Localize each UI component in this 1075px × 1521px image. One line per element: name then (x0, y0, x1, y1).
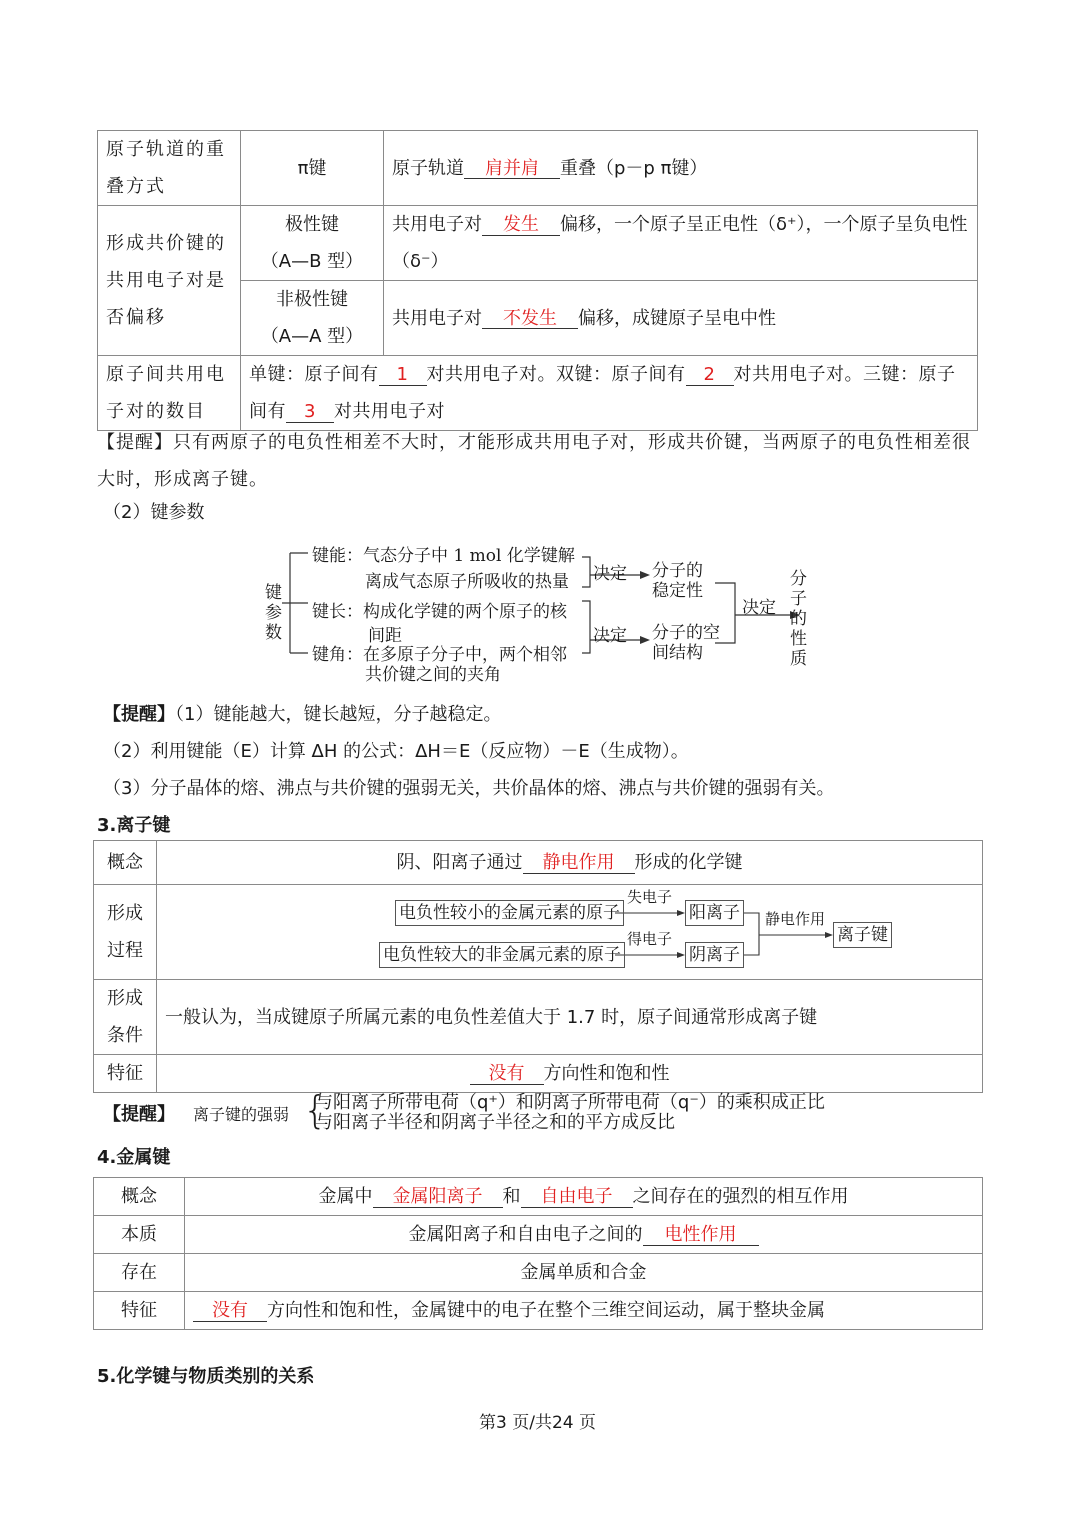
row-header: 原子间共用电子对的数目 (98, 356, 241, 431)
answer: 电性作用 (643, 1225, 759, 1246)
row-header: 概念 (94, 1178, 185, 1216)
node-bond-length-cont: 间距 (368, 626, 402, 646)
section-5-heading: 5.化学键与物质类别的关系 (97, 1366, 315, 1387)
bond-type: 极性键 （A—B 型） (241, 206, 384, 281)
electrostatic-label: 静电作用 (765, 910, 826, 928)
node-bond-energy-cont: 离成气态原子所吸收的热量 (365, 572, 569, 592)
answer: 3 (286, 402, 334, 423)
node-stability: 分子的 稳定性 (652, 561, 703, 601)
tip-3: 【提醒】 离子键的强弱 { 与阳离子所带电荷（q⁺）和阴离子所带电荷（q⁻）的乘积成正比 与阳离子半径和阴离子半径之和的平方成反比 (103, 1088, 825, 1133)
ionic-bond-box: 离子键 (833, 922, 892, 948)
section-3-heading: 3.离子键 (97, 815, 171, 836)
answer: 2 (686, 365, 734, 386)
row-header: 原子轨道的重叠方式 (98, 131, 241, 206)
nonmetal-atom-box: 电负性较大的非金属元素的原子 (379, 942, 625, 968)
description: 原子轨道 肩并肩 重叠（p－p π键） (384, 131, 978, 206)
answer: 静电作用 (523, 853, 635, 874)
description: 单键：原子间有 1 对共用电子对。双键：原子间有 2 对共用电子对。三键：原子间有 3 对共用电子对 (241, 356, 978, 431)
cation-box: 阳离子 (685, 900, 744, 926)
node-bond-energy: 键能：气态分子中 1 mol 化学键解 (312, 546, 575, 566)
answer: 肩并肩 (464, 159, 560, 180)
answer: 金属阳离子 (373, 1187, 503, 1208)
ionic-bond-table (93, 840, 983, 1093)
bond-type: 非极性键 （A—A 型） (241, 281, 384, 356)
node-structure: 分子的空 间结构 (652, 623, 720, 663)
bond-parameters-diagram (260, 535, 820, 685)
description: 没有 方向性和饱和性 (157, 1055, 983, 1093)
decide-label-3: 决定 (742, 598, 776, 618)
answer: 自由电子 (521, 1187, 633, 1208)
row-header: 存在 (94, 1254, 185, 1292)
row-header: 形成 条件 (94, 980, 157, 1055)
anion-box: 阴离子 (685, 942, 744, 968)
metallic-bond-table (93, 1177, 983, 1330)
answer: 1 (379, 365, 427, 386)
formation-diagram-cell (157, 885, 983, 980)
decide-label-2: 决定 (593, 626, 627, 646)
node-bond-length: 键长：构成化学键的两个原子的核 (312, 602, 567, 622)
answer: 没有 (193, 1301, 267, 1322)
answer: 没有 (470, 1064, 544, 1085)
description: 共用电子对 不发生 偏移，成键原子呈电中性 (384, 281, 978, 356)
description: 金属单质和合金 (185, 1254, 983, 1292)
row-header: 概念 (94, 841, 157, 885)
metal-atom-box: 电负性较小的金属元素的原子 (395, 900, 624, 926)
section-2-heading: （2）键参数 (103, 502, 205, 523)
description: 没有 方向性和饱和性，金属键中的电子在整个三维空间运动，属于整块金属 (185, 1292, 983, 1330)
lose-electron-label: 失电子 (627, 888, 673, 906)
row-header: 形成 过程 (94, 885, 157, 980)
description: 共用电子对 发生 偏移，一个原子呈正电性（δ⁺），一个原子呈负电性（δ⁻） (384, 206, 978, 281)
tip-2-line-3: （3）分子晶体的熔、沸点与共价键的强弱无关，共价晶体的熔、沸点与共价键的强弱有关。 (103, 778, 835, 799)
formation-diagram (165, 887, 974, 977)
section-4-heading: 4.金属键 (97, 1147, 171, 1168)
diagram-root: 键参数 (265, 583, 282, 643)
gain-electron-label: 得电子 (627, 930, 673, 948)
description: 一般认为，当成键原子所属元素的电负性差值大于 1.7 时，原子间通常形成离子键 (157, 980, 983, 1055)
node-bond-angle-cont: 共价键之间的夹角 (365, 665, 501, 685)
answer: 发生 (482, 215, 560, 236)
description: 阴、阳离子通过 静电作用 形成的化学键 (157, 841, 983, 885)
node-molecule-property: 分子的性质 (790, 569, 807, 669)
bond-type: π键 (241, 131, 384, 206)
node-bond-angle: 键角：在多原子分子中，两个相邻 (312, 645, 567, 665)
tip-2-line-1: 【提醒】（1）键能越大，键长越短，分子越稳定。 (103, 704, 502, 725)
description: 金属中 金属阳离子 和 自由电子 之间存在的强烈的相互作用 (185, 1178, 983, 1216)
brace-icon: { (303, 1088, 328, 1132)
row-header: 特征 (94, 1055, 157, 1093)
tip-2-line-2: （2）利用键能（E）计算 ΔH 的公式：ΔH＝E（反应物）－E（生成物）。 (103, 741, 689, 762)
row-header: 特征 (94, 1292, 185, 1330)
description: 金属阳离子和自由电子之间的 电性作用 (185, 1216, 983, 1254)
decide-label-1: 决定 (593, 564, 627, 584)
row-header: 形成共价键的共用电子对是否偏移 (98, 206, 241, 356)
tip-1: 【提醒】只有两原子的电负性相差不大时，才能形成共用电子对，形成共价键，当两原子的电负性相差很大时，形成离子键。 (97, 432, 971, 490)
covalent-bond-table (97, 130, 978, 431)
answer: 不发生 (482, 309, 578, 330)
row-header: 本质 (94, 1216, 185, 1254)
page-footer: 第3 页/共24 页 (479, 1413, 596, 1433)
